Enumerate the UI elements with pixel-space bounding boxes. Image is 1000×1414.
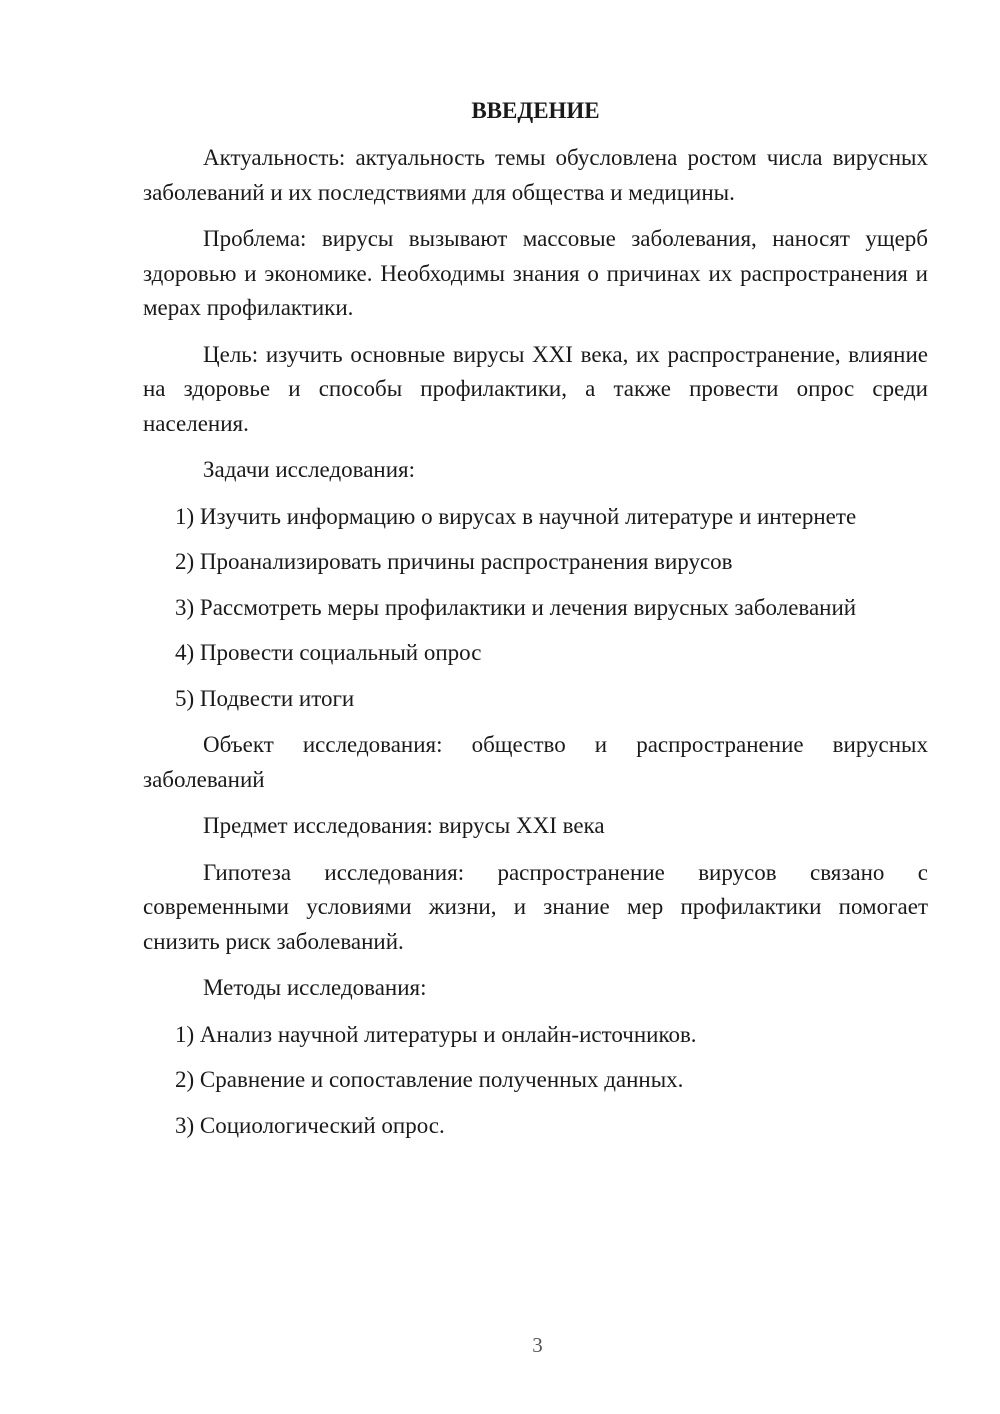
list-item: 5) Подвести итоги (175, 685, 355, 711)
page-number: 3 (532, 1333, 543, 1357)
paragraph-problem: Проблема: вирусы вызывают массовые заболевания, наносят ущерб здоровью и экономике. Необходимы знания о причинах их распространения и мерах профилактики. (143, 226, 928, 320)
paragraph-subject: Предмет исследования: вирусы XXI века (203, 813, 605, 838)
list-item: 4) Провести социальный опрос (175, 640, 482, 665)
paragraph-hypothesis: Гипотеза исследования: распространение вирусов связано с современными условиями жизни, и знание мер профилактики помогает снизить риск заболеваний. (143, 859, 928, 954)
methods-heading: Методы исследования: (203, 975, 427, 1000)
list-item: 2) Сравнение и сопоставление полученных данных. (175, 1067, 684, 1092)
paragraph-object: Объект исследования: общество и распространение вирусных заболеваний (143, 732, 928, 792)
list-item: 3) Социологический опрос. (175, 1112, 445, 1138)
list-item: 2) Проанализировать причины распространения вирусов (175, 549, 733, 574)
paragraph-relevance: Актуальность: актуальность темы обусловлена ростом числа вирусных заболеваний и их последствиями для общества и медицины. (143, 145, 928, 205)
tasks-heading: Задачи исследования: (203, 457, 416, 482)
list-item: 3) Рассмотреть меры профилактики и лечения вирусных заболеваний (175, 594, 857, 620)
tasks-list (143, 500, 928, 717)
methods-list (143, 1018, 928, 1144)
section-title: ВВЕДЕНИЕ (471, 98, 600, 123)
page-content (143, 96, 928, 1155)
list-item: 1) Изучить информацию о вирусах в научной литературе и интернете (175, 503, 857, 529)
list-item: 1) Анализ научной литературы и онлайн-источников. (175, 1021, 697, 1047)
paragraph-goal: Цель: изучить основные вирусы XXI века, их распространение, влияние на здоровье и способы профилактики, а также провести опрос среди населения. (143, 341, 928, 436)
